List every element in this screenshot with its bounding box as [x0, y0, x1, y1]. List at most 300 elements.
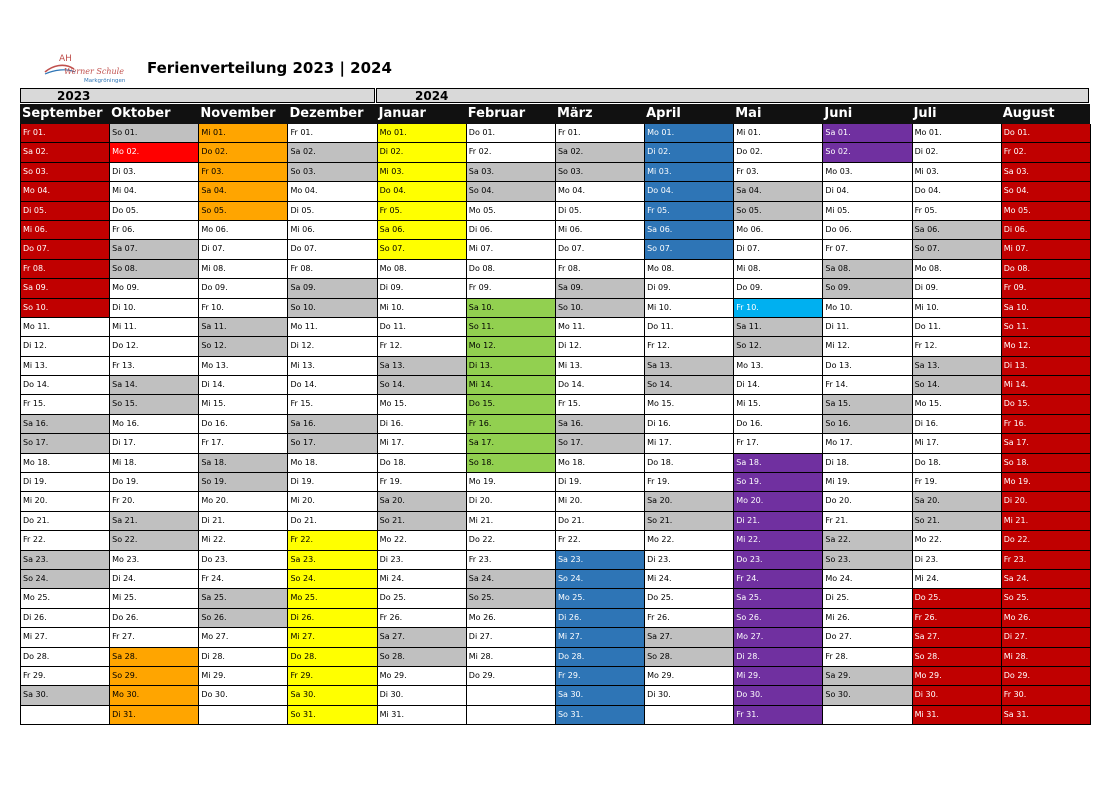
day-cell: Di 06.: [467, 221, 555, 240]
day-cell: Di 30.: [378, 686, 466, 705]
day-cell: Mo 27.: [199, 628, 287, 647]
day-cell: Sa 02.: [556, 143, 644, 162]
day-cell: Mi 17.: [645, 434, 733, 453]
month-header-7: April: [646, 106, 681, 121]
day-cell: Sa 09.: [21, 279, 109, 298]
day-cell: Mo 01.: [378, 124, 466, 143]
empty-cell: [467, 686, 555, 705]
day-cell: So 17.: [556, 434, 644, 453]
day-cell: Do 12.: [110, 337, 198, 356]
day-cell: So 24.: [21, 570, 109, 589]
day-cell: Di 19.: [288, 473, 376, 492]
day-cell: Di 21.: [199, 512, 287, 531]
day-cell: Do 08.: [1002, 260, 1090, 279]
day-cell: Sa 30.: [21, 686, 109, 705]
day-cell: Mo 02.: [110, 143, 198, 162]
day-cell: Fr 26.: [378, 609, 466, 628]
day-cell: Mo 08.: [645, 260, 733, 279]
page-title: Ferienverteilung 2023 | 2024: [147, 59, 392, 77]
day-cell: Fr 22.: [288, 531, 376, 550]
empty-cell: [823, 706, 911, 725]
day-cell: So 29.: [110, 667, 198, 686]
day-cell: Fr 13.: [110, 357, 198, 376]
day-cell: Di 26.: [288, 609, 376, 628]
day-cell: Mo 27.: [734, 628, 822, 647]
day-cell: Do 30.: [199, 686, 287, 705]
day-cell: Fr 19.: [378, 473, 466, 492]
day-cell: Mi 10.: [378, 299, 466, 318]
day-cell: Sa 25.: [199, 589, 287, 608]
month-column-7: [645, 124, 734, 725]
day-cell: Sa 14.: [110, 376, 198, 395]
day-cell: Di 05.: [21, 202, 109, 221]
day-cell: Mi 22.: [199, 531, 287, 550]
day-cell: Mi 07.: [467, 240, 555, 259]
day-cell: Di 12.: [556, 337, 644, 356]
day-cell: Fr 16.: [467, 415, 555, 434]
day-cell: Fr 01.: [288, 124, 376, 143]
month-column-11: [1002, 124, 1091, 725]
day-cell: Mi 14.: [467, 376, 555, 395]
day-cell: Sa 18.: [199, 454, 287, 473]
day-cell: Di 04.: [823, 182, 911, 201]
day-cell: Fr 24.: [734, 570, 822, 589]
month-column-8: [734, 124, 823, 725]
day-cell: Di 03.: [110, 163, 198, 182]
day-cell: Sa 17.: [1002, 434, 1090, 453]
day-cell: Sa 02.: [288, 143, 376, 162]
day-cell: Do 14.: [288, 376, 376, 395]
day-cell: So 25.: [467, 589, 555, 608]
day-cell: Mi 22.: [734, 531, 822, 550]
day-cell: Sa 27.: [378, 628, 466, 647]
day-cell: So 24.: [556, 570, 644, 589]
day-cell: So 18.: [467, 454, 555, 473]
day-cell: Mo 11.: [556, 318, 644, 337]
school-logo: [42, 52, 137, 86]
day-cell: Mo 13.: [199, 357, 287, 376]
month-header-1: Oktober: [111, 106, 171, 121]
day-cell: Do 28.: [556, 648, 644, 667]
day-cell: Sa 24.: [1002, 570, 1090, 589]
day-cell: Fr 12.: [378, 337, 466, 356]
day-cell: So 14.: [378, 376, 466, 395]
day-cell: Do 02.: [199, 143, 287, 162]
month-header-0: September: [22, 106, 103, 121]
day-cell: Mi 13.: [556, 357, 644, 376]
day-cell: Fr 26.: [913, 609, 1001, 628]
day-cell: So 10.: [556, 299, 644, 318]
month-column-3: [288, 124, 377, 725]
day-cell: Mo 04.: [288, 182, 376, 201]
day-cell: Do 23.: [734, 551, 822, 570]
year-row: [20, 88, 1090, 104]
day-cell: Mi 06.: [21, 221, 109, 240]
day-cell: Fr 23.: [467, 551, 555, 570]
day-cell: So 07.: [645, 240, 733, 259]
day-cell: Fr 29.: [21, 667, 109, 686]
day-cell: Sa 17.: [467, 434, 555, 453]
day-cell: Fr 19.: [913, 473, 1001, 492]
day-cell: Di 19.: [21, 473, 109, 492]
day-cell: Mo 12.: [467, 337, 555, 356]
day-cell: Do 18.: [913, 454, 1001, 473]
day-cell: Fr 22.: [21, 531, 109, 550]
day-cell: Mi 19.: [823, 473, 911, 492]
day-cell: Mi 03.: [913, 163, 1001, 182]
day-cell: Mi 21.: [1002, 512, 1090, 531]
day-cell: So 05.: [199, 202, 287, 221]
day-cell: Sa 22.: [823, 531, 911, 550]
day-cell: Di 20.: [1002, 492, 1090, 511]
day-cell: Mo 22.: [645, 531, 733, 550]
day-cell: Mi 17.: [913, 434, 1001, 453]
day-cell: Mi 13.: [288, 357, 376, 376]
day-cell: Fr 22.: [556, 531, 644, 550]
day-cell: Fr 03.: [734, 163, 822, 182]
day-cell: Do 14.: [556, 376, 644, 395]
day-cell: Mi 24.: [913, 570, 1001, 589]
day-cell: So 31.: [288, 706, 376, 725]
day-cell: Di 13.: [467, 357, 555, 376]
day-cell: Do 21.: [556, 512, 644, 531]
day-cell: Mo 05.: [1002, 202, 1090, 221]
day-cell: Fr 01.: [556, 124, 644, 143]
day-cell: Sa 10.: [467, 299, 555, 318]
day-cell: Di 27.: [467, 628, 555, 647]
day-cell: Mi 01.: [199, 124, 287, 143]
month-header-row: [20, 104, 1090, 124]
day-cell: Mi 26.: [823, 609, 911, 628]
day-cell: Sa 10.: [1002, 299, 1090, 318]
day-cell: So 23.: [823, 551, 911, 570]
day-cell: Fr 03.: [199, 163, 287, 182]
day-cell: So 25.: [1002, 589, 1090, 608]
day-cell: Fr 01.: [21, 124, 109, 143]
day-cell: Mi 14.: [1002, 376, 1090, 395]
day-cell: Fr 08.: [288, 260, 376, 279]
logo-text-top: AH: [59, 54, 72, 64]
day-cell: So 03.: [288, 163, 376, 182]
day-cell: Do 05.: [110, 202, 198, 221]
day-cell: Do 02.: [734, 143, 822, 162]
day-cell: Di 10.: [110, 299, 198, 318]
day-cell: Do 19.: [110, 473, 198, 492]
day-cell: Sa 11.: [199, 318, 287, 337]
empty-cell: [199, 706, 287, 725]
day-cell: Mo 15.: [913, 395, 1001, 414]
day-cell: Di 30.: [913, 686, 1001, 705]
day-cell: Do 21.: [21, 512, 109, 531]
day-cell: Mo 22.: [378, 531, 466, 550]
day-cell: Mi 08.: [734, 260, 822, 279]
day-cell: So 08.: [110, 260, 198, 279]
day-cell: Fr 29.: [288, 667, 376, 686]
day-cell: Di 12.: [288, 337, 376, 356]
day-cell: So 12.: [734, 337, 822, 356]
day-cell: Di 06.: [1002, 221, 1090, 240]
day-cell: Mo 29.: [645, 667, 733, 686]
day-cell: Mo 12.: [1002, 337, 1090, 356]
day-cell: Mi 31.: [913, 706, 1001, 725]
day-cell: So 21.: [378, 512, 466, 531]
day-cell: Do 15.: [467, 395, 555, 414]
day-cell: Sa 21.: [110, 512, 198, 531]
day-cell: Mo 19.: [1002, 473, 1090, 492]
day-cell: So 10.: [21, 299, 109, 318]
day-cell: Mi 15.: [734, 395, 822, 414]
day-cell: Di 16.: [645, 415, 733, 434]
day-cell: Sa 31.: [1002, 706, 1090, 725]
day-cell: Sa 13.: [378, 357, 466, 376]
day-cell: Sa 15.: [823, 395, 911, 414]
day-cell: Do 23.: [199, 551, 287, 570]
day-cell: Sa 13.: [645, 357, 733, 376]
day-cell: Di 02.: [378, 143, 466, 162]
day-cell: Do 22.: [1002, 531, 1090, 550]
day-cell: So 22.: [110, 531, 198, 550]
day-cell: Di 18.: [823, 454, 911, 473]
day-cell: Mi 29.: [199, 667, 287, 686]
day-cell: Do 07.: [288, 240, 376, 259]
day-cell: Fr 15.: [21, 395, 109, 414]
day-cell: Fr 28.: [823, 648, 911, 667]
month-header-8: Mai: [735, 106, 762, 121]
day-cell: Sa 23.: [556, 551, 644, 570]
day-cell: Do 08.: [467, 260, 555, 279]
month-header-6: März: [556, 106, 593, 121]
day-cell: Do 04.: [913, 182, 1001, 201]
day-cell: Mi 08.: [199, 260, 287, 279]
day-cell: So 24.: [288, 570, 376, 589]
day-cell: Do 29.: [467, 667, 555, 686]
day-cell: Di 14.: [199, 376, 287, 395]
day-cell: Sa 01.: [823, 124, 911, 143]
day-cell: Fr 10.: [734, 299, 822, 318]
day-cell: Mo 04.: [556, 182, 644, 201]
day-cell: Di 09.: [913, 279, 1001, 298]
day-cell: Di 12.: [21, 337, 109, 356]
day-cell: Mi 20.: [288, 492, 376, 511]
day-cell: So 31.: [556, 706, 644, 725]
day-cell: Mi 12.: [823, 337, 911, 356]
day-cell: Do 28.: [21, 648, 109, 667]
day-cell: Do 16.: [199, 415, 287, 434]
day-cell: Fr 15.: [556, 395, 644, 414]
year-label-2023: 2023: [20, 88, 375, 103]
empty-cell: [645, 706, 733, 725]
day-cell: Mo 13.: [734, 357, 822, 376]
day-cell: So 28.: [378, 648, 466, 667]
day-cell: Mi 10.: [913, 299, 1001, 318]
day-cell: Mi 28.: [467, 648, 555, 667]
day-cell: Mi 20.: [21, 492, 109, 511]
day-cell: Sa 09.: [288, 279, 376, 298]
day-cell: Di 25.: [823, 589, 911, 608]
day-cell: Do 30.: [734, 686, 822, 705]
day-cell: Do 26.: [110, 609, 198, 628]
day-cell: Di 24.: [110, 570, 198, 589]
day-cell: Fr 30.: [1002, 686, 1090, 705]
day-cell: Do 11.: [913, 318, 1001, 337]
day-cell: So 07.: [913, 240, 1001, 259]
day-cell: Sa 23.: [288, 551, 376, 570]
day-cell: Mi 03.: [645, 163, 733, 182]
day-cell: Sa 04.: [734, 182, 822, 201]
month-header-4: Januar: [378, 106, 426, 121]
day-cell: Di 16.: [913, 415, 1001, 434]
day-cell: Di 02.: [645, 143, 733, 162]
empty-cell: [467, 706, 555, 725]
holiday-calendar: [20, 88, 1090, 725]
day-cell: Mi 25.: [110, 589, 198, 608]
day-cell: Mi 10.: [645, 299, 733, 318]
day-cell: Sa 18.: [734, 454, 822, 473]
day-cell: Di 19.: [556, 473, 644, 492]
month-header-11: August: [1002, 106, 1055, 121]
day-cell: Fr 20.: [110, 492, 198, 511]
day-cell: Do 15.: [1002, 395, 1090, 414]
day-cell: Di 31.: [110, 706, 198, 725]
day-cell: Sa 09.: [556, 279, 644, 298]
day-cell: Di 26.: [556, 609, 644, 628]
day-cell: Sa 30.: [556, 686, 644, 705]
day-cell: Sa 30.: [288, 686, 376, 705]
day-cell: Do 16.: [734, 415, 822, 434]
day-cell: Mo 22.: [913, 531, 1001, 550]
day-cell: Sa 29.: [823, 667, 911, 686]
day-cell: So 28.: [913, 648, 1001, 667]
day-cell: Mo 03.: [823, 163, 911, 182]
day-cell: Fr 12.: [913, 337, 1001, 356]
day-cell: Mi 27.: [21, 628, 109, 647]
month-header-3: Dezember: [289, 106, 364, 121]
day-cell: Sa 08.: [823, 260, 911, 279]
day-cell: Do 20.: [823, 492, 911, 511]
day-cell: Mi 20.: [556, 492, 644, 511]
month-column-0: [21, 124, 110, 725]
day-cell: Di 23.: [913, 551, 1001, 570]
day-cell: Di 28.: [734, 648, 822, 667]
day-cell: Mo 29.: [913, 667, 1001, 686]
day-cell: Mo 08.: [378, 260, 466, 279]
day-cell: Mi 24.: [378, 570, 466, 589]
day-cell: So 05.: [734, 202, 822, 221]
day-cell: Fr 23.: [1002, 551, 1090, 570]
day-cell: Do 25.: [645, 589, 733, 608]
day-cell: Mo 20.: [199, 492, 287, 511]
month-column-4: [378, 124, 467, 725]
day-cell: Mi 04.: [110, 182, 198, 201]
day-cell: Sa 13.: [913, 357, 1001, 376]
day-cell: Fr 10.: [199, 299, 287, 318]
logo-text-sub: Markgröningen: [84, 78, 126, 84]
day-cell: Di 16.: [378, 415, 466, 434]
day-cell: Fr 05.: [378, 202, 466, 221]
day-cell: Mo 11.: [21, 318, 109, 337]
day-cell: So 21.: [913, 512, 1001, 531]
day-cell: Do 22.: [467, 531, 555, 550]
day-cell: Mo 06.: [734, 221, 822, 240]
day-cell: Mo 05.: [467, 202, 555, 221]
day-cell: Mo 04.: [21, 182, 109, 201]
day-cell: Do 18.: [378, 454, 466, 473]
day-cell: Mo 15.: [378, 395, 466, 414]
month-header-2: November: [200, 106, 276, 121]
day-cell: Mo 10.: [823, 299, 911, 318]
day-cell: Do 18.: [645, 454, 733, 473]
day-cell: Mo 17.: [823, 434, 911, 453]
day-cell: Do 09.: [199, 279, 287, 298]
day-cell: Do 07.: [21, 240, 109, 259]
day-cell: Mo 26.: [1002, 609, 1090, 628]
day-cell: So 18.: [1002, 454, 1090, 473]
day-cell: Fr 29.: [556, 667, 644, 686]
day-cell: Sa 20.: [913, 492, 1001, 511]
day-cell: Do 07.: [556, 240, 644, 259]
day-cell: Di 13.: [1002, 357, 1090, 376]
day-cell: So 03.: [556, 163, 644, 182]
day-cell: Mo 25.: [288, 589, 376, 608]
day-cell: So 03.: [21, 163, 109, 182]
day-cell: Di 07.: [199, 240, 287, 259]
day-cell: Di 11.: [823, 318, 911, 337]
day-cell: So 14.: [913, 376, 1001, 395]
day-cell: So 02.: [823, 143, 911, 162]
day-cell: Sa 27.: [645, 628, 733, 647]
day-cell: Di 21.: [734, 512, 822, 531]
day-cell: Mi 01.: [734, 124, 822, 143]
day-cell: Fr 07.: [823, 240, 911, 259]
day-cell: Di 20.: [467, 492, 555, 511]
day-cell: Mi 06.: [288, 221, 376, 240]
day-cell: Sa 28.: [110, 648, 198, 667]
day-cell: Sa 16.: [21, 415, 109, 434]
day-cell: Sa 03.: [467, 163, 555, 182]
day-cell: Mi 27.: [288, 628, 376, 647]
day-cell: Mi 27.: [556, 628, 644, 647]
day-cell: Mo 18.: [21, 454, 109, 473]
day-cell: So 10.: [288, 299, 376, 318]
day-cell: Fr 09.: [467, 279, 555, 298]
day-cell: Mo 15.: [645, 395, 733, 414]
day-cell: Mo 23.: [110, 551, 198, 570]
day-cell: So 16.: [823, 415, 911, 434]
day-cell: Mo 06.: [199, 221, 287, 240]
month-column-10: [913, 124, 1002, 725]
day-cell: Mo 11.: [288, 318, 376, 337]
day-cell: Do 09.: [734, 279, 822, 298]
day-cell: Do 14.: [21, 376, 109, 395]
logo-text-main: Werner Schule: [64, 67, 124, 76]
day-cell: Fr 06.: [110, 221, 198, 240]
day-cell: Sa 02.: [21, 143, 109, 162]
month-column-5: [467, 124, 556, 725]
day-cell: Mi 29.: [734, 667, 822, 686]
day-cell: Di 02.: [913, 143, 1001, 162]
day-cell: Do 11.: [378, 318, 466, 337]
day-cell: Fr 09.: [1002, 279, 1090, 298]
day-cell: Di 27.: [1002, 628, 1090, 647]
day-cell: So 28.: [645, 648, 733, 667]
day-cell: So 04.: [467, 182, 555, 201]
year-label-2024: 2024: [376, 88, 1089, 103]
day-cell: Mo 01.: [645, 124, 733, 143]
day-cell: Do 13.: [823, 357, 911, 376]
day-cell: Di 09.: [645, 279, 733, 298]
day-cell: Mi 13.: [21, 357, 109, 376]
day-cell: Do 04.: [378, 182, 466, 201]
